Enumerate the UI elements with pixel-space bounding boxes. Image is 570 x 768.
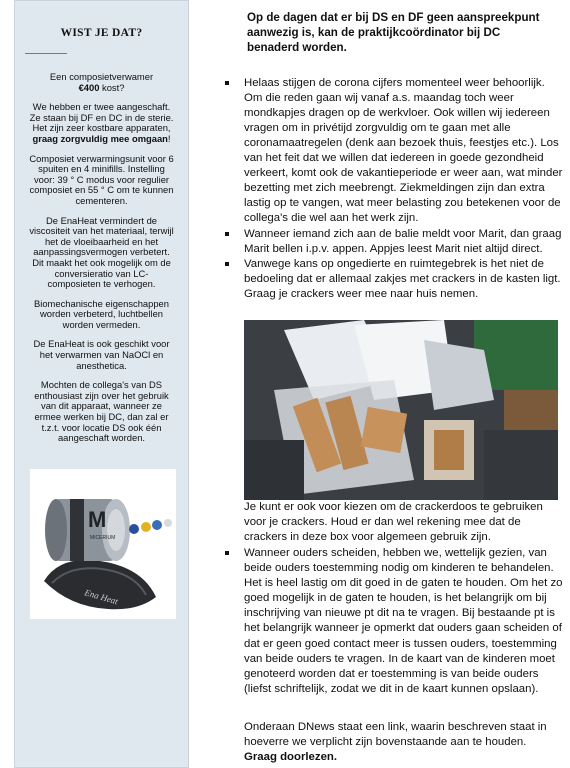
care-note-end: ! xyxy=(167,132,171,144)
corona-text: Helaas stijgen de corona cijfers momenteel weer behoorlijk. Om die reden gaan wij vanaf a.s. maandag toch weer mondkapjes dragen op de werkvloer. Ook willen wij iedereen vragen om in privétijd zorgvuldig om te gaan met alle coronamaatregelen (denk aan bezoek thuis, feestjes etc.). Los van het feit dat we willen dat iedereen in goede gezondheid verkeert, komt ook de vakantieperiode er weer aan, wat minder bezetting met zich meebrengt. Ziekmeldingen zijn dan extra lastig op te vangen, wat meer belasting zou betekenen voor de collega's die wel aan het werk zijn. xyxy=(244,76,563,225)
device-mark: M xyxy=(88,507,107,532)
sidebar-text xyxy=(15,72,188,444)
enaheat-device-image xyxy=(30,469,176,619)
naocl-paragraph: De EnaHeat is ook geschikt voor het verwarmen van NaOCl en anesthetica. xyxy=(33,338,170,371)
bullet-icon xyxy=(225,232,229,236)
purchase-text: We hebben er twee aangeschaft. Ze staan bij DF en DC in de sterie. Het zijn zeer kostbare apparaten, xyxy=(29,101,174,134)
list-item-divorce xyxy=(223,546,566,697)
news-list-2 xyxy=(244,546,566,697)
device-label: Ena Heat xyxy=(83,587,120,607)
marit-text: Wanneer iemand zich aan de balie meldt voor Marit, dan graag Marit bellen i.p.v. appen. Appjes leest Marit niet altijd direct. xyxy=(244,227,562,255)
intro-notice: Op de dagen dat er bij DS en DF geen aanspreekpunt aanwezig is, kan de praktijkcoördinator bij DC benaderd worden. xyxy=(247,11,540,55)
blue-button-icon-2 xyxy=(152,520,162,530)
sidebar-title: WIST JE DAT? xyxy=(60,27,143,39)
price-value: €400 xyxy=(78,81,100,93)
list-item-marit xyxy=(223,227,565,257)
main-column xyxy=(223,0,565,302)
closing-paragraph xyxy=(244,720,562,765)
divorce-text: Wanneer ouders scheiden, hebben we, wettelijk gezien, van beide ouders toestemming nodig om kinderen te behandelen. Het is heel lastig om dit goed in de gaten te houden. Om het zo goed mogelijk in de gaten te houden, is het belangrijk om bij inschrijving van nieuwe pt dit na te vragen. Bij bestaande pt is het belangrijk wanneer je opmerkt dat ouders gaan scheiden of dat er geen goed contact meer is tussen ouders, toestemming van beide ouders te vragen. In de kaart van de kinderen moet genoteerd worden dat er toestemming is van beide ouders (liefst schriftelijk, zodat we dit in de kaart kunnen opslaan). xyxy=(244,547,563,695)
bullet-icon xyxy=(225,81,229,85)
list-item-crackers xyxy=(223,257,565,302)
price-text: Een composietverwamer xyxy=(49,71,154,82)
price-paragraph xyxy=(29,72,174,93)
yellow-button-icon xyxy=(141,522,151,532)
care-note: graag zorgvuldig mee omgaan xyxy=(32,132,168,144)
purchase-ds-paragraph: Mochten de collega's van DS enthousiast zijn over het gebruik van dit apparaat, wanneer ze ermee werken bij DC, dan zal er t.z.t. voor locatie DS ook één aangeschaft worden. xyxy=(34,379,169,444)
crackers-text: Vanwege kans op ongedierte en ruimtegebrek is het niet de bedoeling dat er allemaal zakjes met crackers in de kasten ligt. Graag je crackers weer mee naar huis nemen. xyxy=(244,257,561,300)
price-suffix: kost? xyxy=(99,81,125,93)
read-note: Graag doorlezen. xyxy=(244,751,338,764)
sidebar xyxy=(14,0,189,768)
crackerbox-paragraph xyxy=(244,500,562,545)
crackerbox-text: Je kunt er ook voor kiezen om de crackerdoos te gebruiken voor je crackers. Houd er dan wel rekening mee dat de crackers in deze box voor algemeen gebruik zijn. xyxy=(244,501,543,544)
bullet-icon xyxy=(225,551,229,555)
list-item-corona xyxy=(223,76,565,227)
news-list xyxy=(223,76,565,302)
title-divider xyxy=(25,53,67,54)
viscosity-paragraph: De EnaHeat vermindert de viscositeit van het materiaal, terwijl het de vloeibaarheid en het aanpassingsvermogen verbetert. Dit maakt het ook mogelijk om de conversieratio van LC-composieten te verhogen. xyxy=(29,214,174,290)
closing-text: Onderaan DNews staat een link, waarin beschreven staat in hoeverre we verplicht zijn bovenstaande aan te houden. xyxy=(244,721,547,749)
list-item-custody xyxy=(244,546,566,697)
blue-button-icon xyxy=(129,524,139,534)
crackers-photo xyxy=(244,320,558,500)
device-model: MICERIUM xyxy=(90,535,116,541)
unit-paragraph: Composiet verwarmingsunit voor 6 spuiten en 4 minifills. Instelling voor: 39 ° C modus voor regulier composiet en 55 ° C om te kunnen cementeren. xyxy=(29,152,174,206)
bullet-icon xyxy=(225,262,229,266)
biomechanics-paragraph: Biomechanische eigenschappen worden verbeterd, luchtbellen worden vermeden. xyxy=(34,297,169,330)
purchase-paragraph xyxy=(29,102,174,144)
